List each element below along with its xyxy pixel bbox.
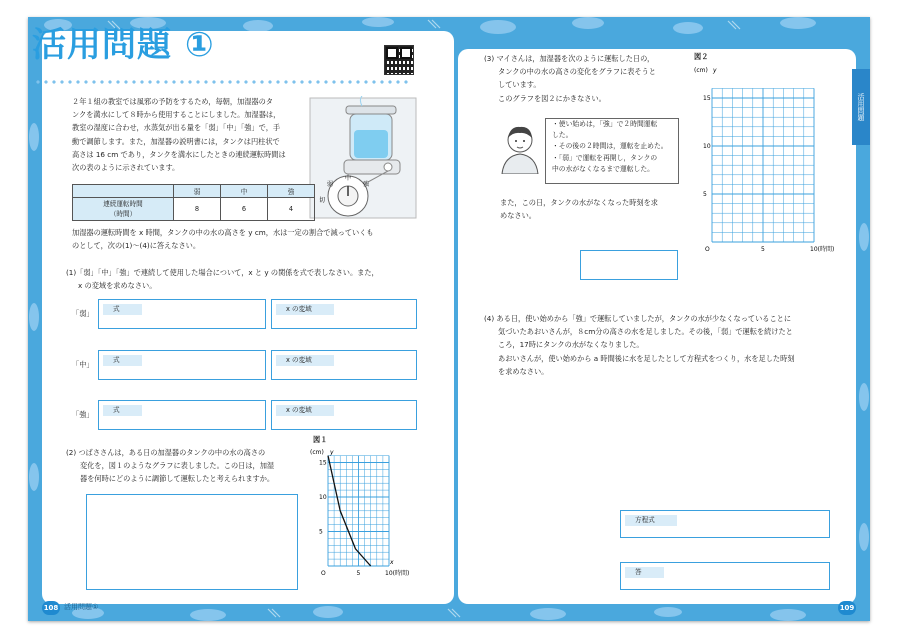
fig1-x-tick: 5 (356, 570, 361, 577)
page-title: 活用問題 ① (32, 25, 215, 65)
intro-line: 動で調節します。また，加湿器の説明書には，タンクは円柱状で (72, 136, 280, 146)
table-header-strong: 強 (268, 185, 315, 198)
fig2-origin: O (705, 246, 710, 253)
fig2-y-unit: (cm) (694, 67, 708, 74)
dial-off: 切 (318, 197, 326, 204)
q1-formula-box-weak[interactable]: 式 (98, 299, 266, 329)
fig1-origin: O (321, 570, 326, 577)
fig2-y-tick: 10 (703, 143, 711, 150)
fig1-grid (328, 456, 389, 566)
table-header-medium: 中 (221, 185, 268, 198)
page-number-left: 108 (42, 601, 60, 615)
q1-domain-box-medium[interactable]: x の変域 (271, 350, 417, 380)
fig1-y-tick: 15 (319, 459, 327, 467)
fig2-label: 図２ (694, 52, 709, 61)
intro-line: 高さは 16 cm であり，タンクを満水にしたときの連続運転時間は (72, 149, 286, 159)
table-row-label: 連続運転時間 （時間） (73, 198, 174, 221)
dial-weak: 弱 (326, 181, 334, 188)
q1-label-medium: 「中」 (72, 360, 94, 369)
intro-text (72, 95, 312, 174)
table-cell: 4 (268, 198, 315, 221)
q1-text: (1)「弱」「中」「強」で連続して使用した場合について，x と y の関係を式で表しなさい。また， x の変域を求めなさい。 (66, 268, 379, 291)
fig2-x-tick: 5 (761, 246, 765, 253)
intro-line: ンクを満水にして８時から使用することにしました。加湿器は， (72, 110, 281, 120)
table-cell: 6 (221, 198, 268, 221)
intro-line: 次の表のように示されています。 (72, 163, 180, 173)
fig1-x-var: x (390, 559, 394, 566)
fig1-y-unit: (cm) (310, 449, 324, 456)
q1-label-weak: 「弱」 (72, 309, 94, 318)
q2-answer-box[interactable] (86, 494, 298, 590)
q1-domain-box-strong[interactable]: x の変域 (271, 400, 417, 430)
fig2-x-unit: 10(時間) (810, 246, 834, 253)
q3-after-text: また，この日，タンクの水がなくなった時刻を求 めなさい。 (500, 198, 658, 221)
intro-line: ２年１組の教室では風邪の予防をするため，毎朝，加湿器のタ (72, 97, 273, 106)
fig1-label: 図１ (313, 435, 328, 444)
student-illustration (498, 122, 542, 174)
fig2-grid (712, 88, 814, 242)
q1-formula-box-medium[interactable]: 式 (98, 350, 266, 380)
table-cell: 8 (174, 198, 221, 221)
q1-domain-box-weak[interactable]: x の変域 (271, 299, 417, 329)
humidifier-illustration (308, 96, 418, 222)
q4-text: (4) ある日，使い始めから「強」で運転していましたが，タンクの水が少なくなっていることに 気づいたあおいさんが，８cm分の高さの水を足しました。その後，「弱」で運転を続けたと ころ，17時にタンクの水がなくなりました。 あおいさんが，使い始めから a 時間後に水を足したとして方程式をつくり，水を足した時刻 を求めなさい。 (484, 314, 795, 376)
intro-line: 教室の湿度に合わせ，水蒸気が出る量を「弱」「中」「強」で，手 (72, 123, 281, 133)
condition-text: 加湿器の運転時間を x 時間，タンクの中の水の高さを y cm，水は一定の割合で減っていくも のとして，次の(1)～(4)に答えなさい。 (72, 228, 374, 251)
qr-code (384, 45, 414, 75)
fig1-y-tick: 5 (319, 528, 323, 536)
dial-strong: 強 (362, 181, 370, 188)
figure-1-graph (310, 444, 420, 580)
figure-2-graph (694, 62, 834, 258)
fig2-y-tick: 5 (703, 191, 707, 198)
fig1-y-var: y (330, 449, 334, 456)
fig2-y-var: y (713, 67, 717, 74)
fig1-y-tick: 10 (319, 494, 327, 501)
fig2-y-tick: 15 (703, 95, 711, 102)
q1-formula-box-strong[interactable]: 式 (98, 400, 266, 430)
q4-answer-box[interactable]: 答 (620, 562, 830, 590)
q1-label-strong: 「強」 (72, 410, 94, 419)
q4-equation-box[interactable]: 方程式 (620, 510, 830, 538)
q2-text: (2) つばささんは，ある日の加湿器のタンクの中の水の高さの 変化を，図１のようなグラフに表しました。この日は，加湿 器を何時にどのように調節して運転したと考えられますか。 (66, 448, 275, 484)
speech-bubble: ・使い始めは，「強」で２時間運転 した。 ・その後の２時間は，運転を止めた。 ・「弱」で運転を再開し，タンクの 中の水がなくなるまで運転した。 (545, 118, 679, 184)
operation-time-table (72, 184, 315, 221)
page-number-right: 109 (838, 601, 856, 615)
footer-label: 活用問題① (64, 603, 99, 611)
title-underline (34, 78, 410, 86)
dial-medium: 中 (344, 175, 352, 182)
table-corner (73, 185, 174, 198)
side-tab: 活用問題 (852, 69, 870, 145)
q3-text: (3) マイさんは，加湿器を次のように運転した日の， タンクの中の水の高さの変化をグラフに表そうと しています。 このグラフを図２にかきなさい。 (484, 54, 656, 103)
q3-time-answer-box[interactable] (580, 250, 678, 280)
fig1-x-unit: 10(時間) (385, 570, 410, 577)
table-header-weak: 弱 (174, 185, 221, 198)
